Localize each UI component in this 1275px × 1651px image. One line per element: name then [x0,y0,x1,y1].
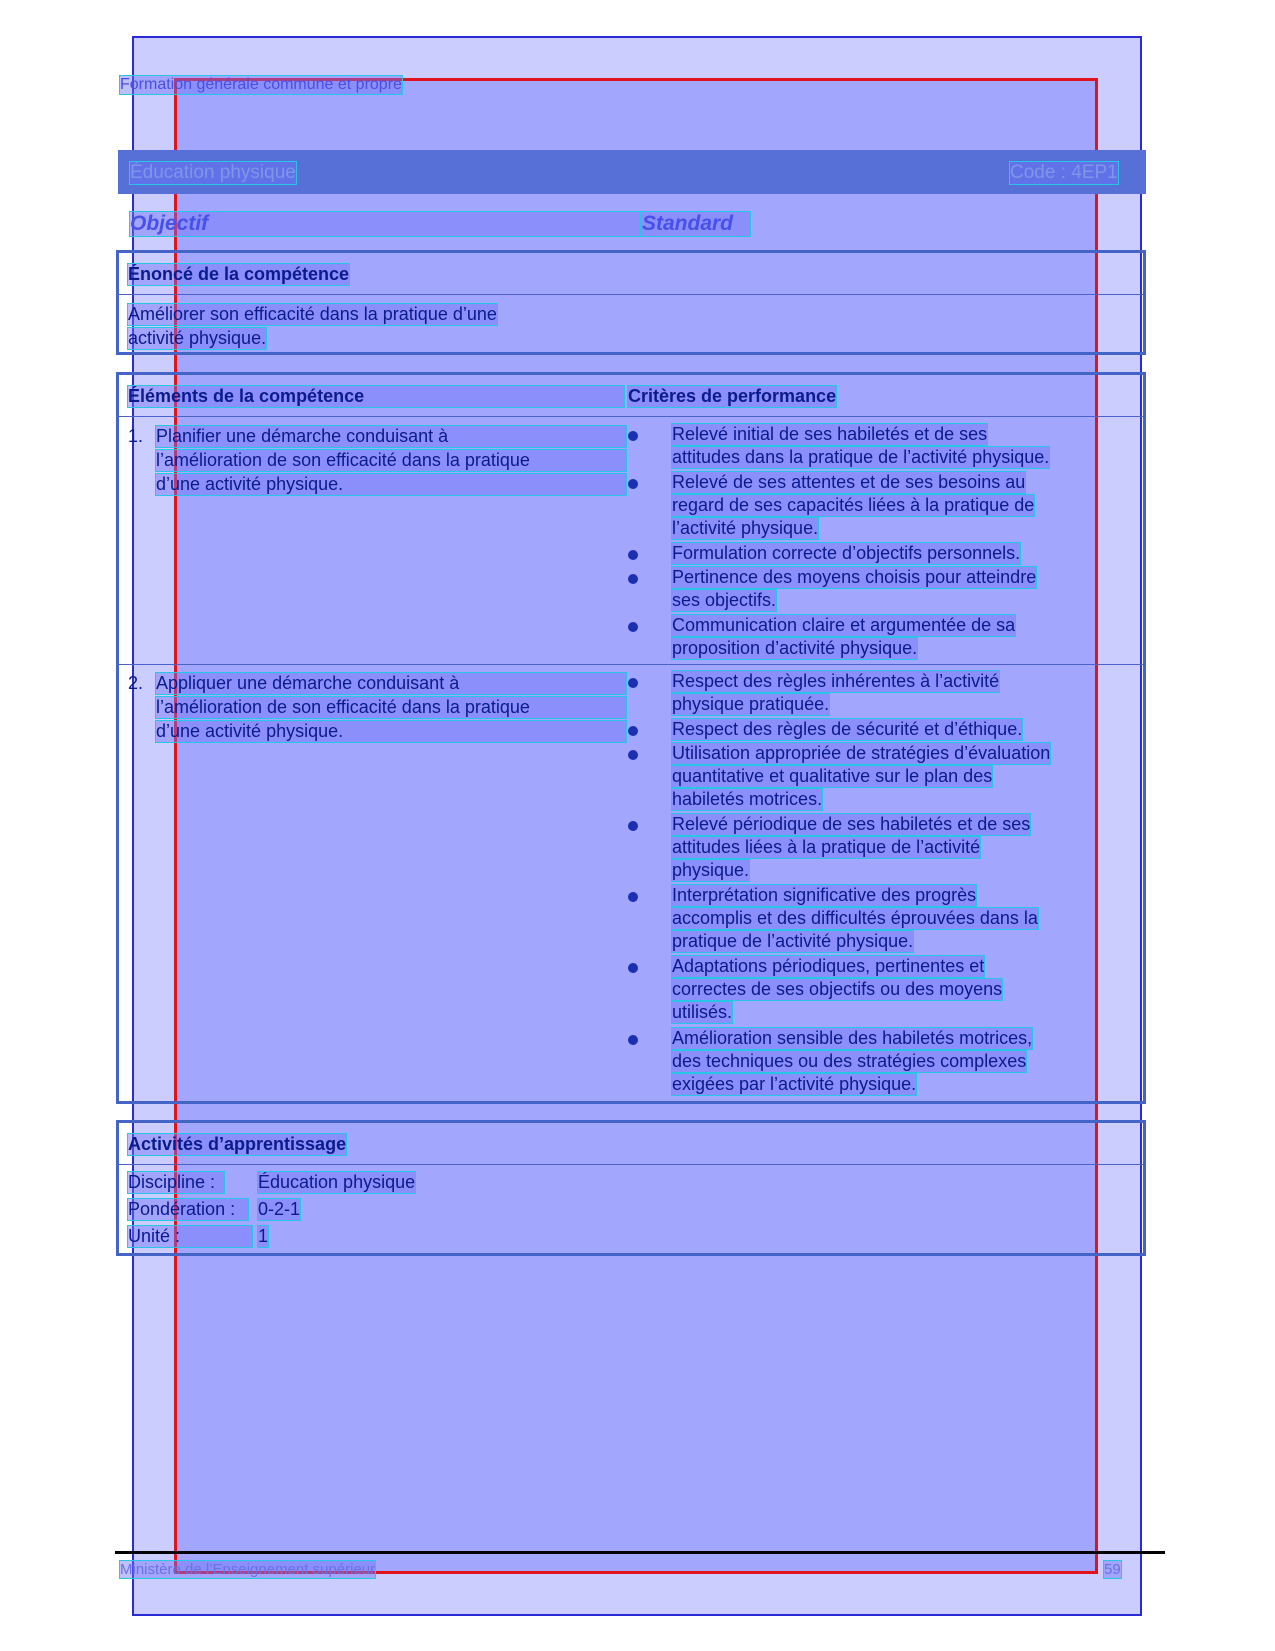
criterion-line: Respect des règles inhérentes à l’activité [672,671,1000,691]
discipline-label: Discipline : [128,1172,224,1193]
criterion-line: habiletés motrices. [672,789,823,809]
element-number: 1. [128,426,144,446]
element-line: l’amélioration de son efficacité dans la pratique [156,450,626,471]
criterion-line: attitudes dans la pratique de l’activité physique. [672,447,1050,467]
unite-value: 1 [258,1226,269,1246]
element-line: Appliquer une démarche conduisant à [156,673,626,694]
elements-row-divider [118,664,1144,665]
elements-heading: Éléments de la compétence [128,386,624,407]
criterion-line: Adaptations périodiques, pertinentes et [672,956,985,976]
criterion-line: Pertinence des moyens choisis pour atteindre [672,567,1037,587]
criterion-line: regard de ses capacités liées à la pratique de [672,495,1035,515]
criterion-line: l’activité physique. [672,518,819,538]
criterion-line: Communication claire et argumentée de sa [672,615,1016,635]
running-header: Formation générale commune et propre [120,76,402,93]
criterion-line: proposition d’activité physique. [672,638,918,658]
criterion-line: Formulation correcte d’objectifs personnels. [672,543,1021,563]
footer-rule [115,1551,1165,1554]
activites-heading: Activités d’apprentissage [128,1134,347,1154]
criterion-line: Interprétation significative des progrès [672,885,977,905]
objectif-heading: Objectif [130,212,640,236]
criterion-line: accomplis et des difficultés éprouvées dans la [672,908,1038,928]
criterion-line: quantitative et qualitative sur le plan des [672,766,993,786]
element-line: d’une activité physique. [156,474,626,495]
enonce-line: activité physique. [128,328,267,348]
criterion-line: pratique de l’activité physique. [672,931,914,951]
element-line: l’amélioration de son efficacité dans la pratique [156,697,626,718]
bullet-icon [628,892,638,902]
criterion-line: Respect des règles de sécurité et d’éthique. [672,719,1023,739]
bullet-icon [628,821,638,831]
criterion-line: correctes de ses objectifs ou des moyens [672,979,1003,999]
elements-header-divider [118,416,1144,417]
page-number: 59 [1104,1561,1121,1578]
criterion-line: physique. [672,860,750,880]
criterion-line: attitudes liées à la pratique de l’activité [672,837,981,857]
criterion-line: Utilisation appropriée de stratégies d’évaluation [672,743,1051,763]
footer-text: Ministère de l’Enseignement supérieur [120,1561,376,1578]
element-line: d’une activité physique. [156,721,626,742]
criterion-line: des techniques ou des stratégies complexes [672,1051,1027,1071]
element-number: 2. [128,673,144,693]
enonce-divider [118,294,1144,295]
course-code: Code : 4EP1 [1010,162,1118,183]
ponderation-label: Pondération : [128,1199,248,1220]
criterion-line: Amélioration sensible des habiletés motrices, [672,1028,1033,1048]
criterion-line: Relevé de ses attentes et de ses besoins au [672,472,1026,492]
unite-label: Unité : [128,1226,252,1247]
bullet-icon [628,1035,638,1045]
criterion-line: exigées par l’activité physique. [672,1074,917,1094]
discipline-value: Éducation physique [258,1172,416,1192]
bullet-icon [628,963,638,973]
enonce-heading: Énoncé de la compétence [128,264,350,284]
enonce-line: Améliorer son efficacité dans la pratique d’une [128,304,497,324]
ponderation-value: 0-2-1 [258,1199,301,1219]
criterion-line: ses objectifs. [672,590,777,610]
bullet-icon [628,678,638,688]
bullet-icon [628,479,638,489]
bullet-icon [628,622,638,632]
standard-heading: Standard [642,212,750,236]
criterion-line: Relevé périodique de ses habiletés et de ses [672,814,1031,834]
bullet-icon [628,726,638,736]
bullet-icon [628,750,638,760]
criterion-line: Relevé initial de ses habiletés et de ses [672,424,988,444]
criterion-line: physique pratiquée. [672,694,830,714]
bullet-icon [628,574,638,584]
course-title: Éducation physique [130,162,296,183]
element-line: Planifier une démarche conduisant à [156,426,626,447]
criterion-line: utilisés. [672,1002,733,1022]
activites-divider [118,1164,1144,1165]
bullet-icon [628,550,638,560]
bullet-icon [628,431,638,441]
criteres-heading: Critères de performance [628,386,837,406]
